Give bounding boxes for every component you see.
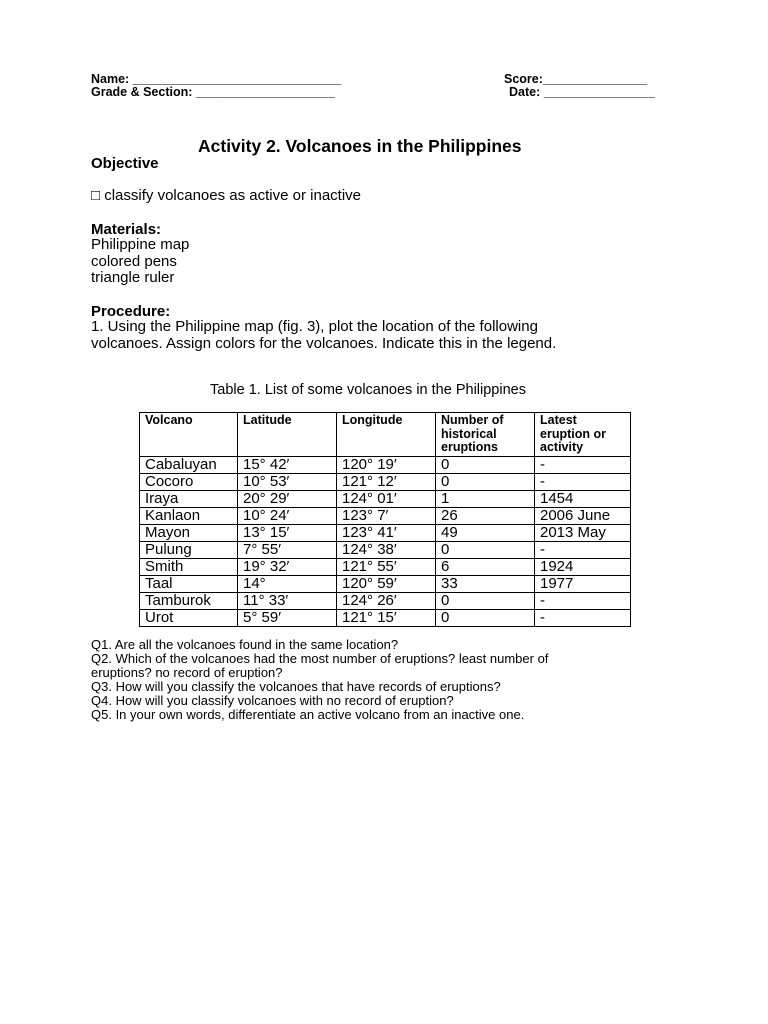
procedure-line: volcanoes. Assign colors for the volcanoes. Indicate this in the legend. xyxy=(91,335,557,352)
cell-latitude: 5° 59′ xyxy=(238,610,337,627)
table-row xyxy=(140,525,631,542)
cell-volcano: Kanlaon xyxy=(140,508,238,525)
cell-longitude: 121° 15′ xyxy=(337,610,436,627)
table-row xyxy=(140,474,631,491)
cell-eruptions: 0 xyxy=(436,474,535,491)
column-header: Latest eruption or activity xyxy=(535,413,631,457)
cell-latest: - xyxy=(535,593,631,610)
cell-latitude: 15° 42′ xyxy=(238,457,337,474)
cell-eruptions: 0 xyxy=(436,593,535,610)
cell-eruptions: 1 xyxy=(436,491,535,508)
cell-volcano: Urot xyxy=(140,610,238,627)
cell-latitude: 20° 29′ xyxy=(238,491,337,508)
cell-eruptions: 0 xyxy=(436,610,535,627)
materials-item: Philippine map xyxy=(91,236,190,253)
cell-eruptions: 33 xyxy=(436,576,535,593)
cell-latitude: 19° 32′ xyxy=(238,559,337,576)
table-row xyxy=(140,491,631,508)
table-row xyxy=(140,593,631,610)
date-field[interactable]: Date: ________________ xyxy=(509,85,655,99)
cell-latest: - xyxy=(535,457,631,474)
cell-volcano: Mayon xyxy=(140,525,238,542)
cell-latitude: 13° 15′ xyxy=(238,525,337,542)
cell-latest: 1454 xyxy=(535,491,631,508)
cell-latest: 1977 xyxy=(535,576,631,593)
cell-longitude: 120° 19′ xyxy=(337,457,436,474)
procedure-line: 1. Using the Philippine map (fig. 3), plot the location of the following xyxy=(91,318,538,335)
grade-section-field[interactable]: Grade & Section: ____________________ xyxy=(91,85,335,99)
cell-longitude: 121° 12′ xyxy=(337,474,436,491)
cell-longitude: 123° 7′ xyxy=(337,508,436,525)
table-row xyxy=(140,610,631,627)
materials-item: triangle ruler xyxy=(91,269,175,286)
objective-heading: Objective xyxy=(91,155,159,172)
score-field[interactable]: Score:_______________ xyxy=(504,72,648,86)
cell-latest: - xyxy=(535,542,631,559)
table-caption: Table 1. List of some volcanoes in the Philippines xyxy=(210,382,526,398)
cell-latest: - xyxy=(535,474,631,491)
column-header: Volcano xyxy=(140,413,238,457)
objective-item: □ classify volcanoes as active or inactive xyxy=(91,187,362,204)
cell-eruptions: 6 xyxy=(436,559,535,576)
name-field[interactable]: Name: ______________________________ xyxy=(91,72,342,86)
cell-latitude: 11° 33′ xyxy=(238,593,337,610)
cell-volcano: Tamburok xyxy=(140,593,238,610)
cell-volcano: Smith xyxy=(140,559,238,576)
cell-latest: 2006 June xyxy=(535,508,631,525)
cell-latitude: 7° 55′ xyxy=(238,542,337,559)
question-line: Q2. Which of the volcanoes had the most number of eruptions? least number of xyxy=(91,651,549,666)
cell-latest: 1924 xyxy=(535,559,631,576)
cell-volcano: Iraya xyxy=(140,491,238,508)
cell-eruptions: 49 xyxy=(436,525,535,542)
table-row xyxy=(140,457,631,474)
column-header: Number of historical eruptions xyxy=(436,413,535,457)
cell-eruptions: 0 xyxy=(436,457,535,474)
cell-longitude: 124° 38′ xyxy=(337,542,436,559)
cell-latitude: 14° xyxy=(238,576,337,593)
cell-longitude: 124° 26′ xyxy=(337,593,436,610)
materials-item: colored pens xyxy=(91,253,177,270)
cell-volcano: Cabaluyan xyxy=(140,457,238,474)
cell-latest: - xyxy=(535,610,631,627)
column-header: Latitude xyxy=(238,413,337,457)
procedure-heading: Procedure: xyxy=(91,303,171,320)
cell-longitude: 123° 41′ xyxy=(337,525,436,542)
page-title: Activity 2. Volcanoes in the Philippines xyxy=(198,136,522,156)
cell-longitude: 120° 59′ xyxy=(337,576,436,593)
cell-eruptions: 0 xyxy=(436,542,535,559)
question-line: Q1. Are all the volcanoes found in the same location? xyxy=(91,637,399,652)
table-row xyxy=(140,559,631,576)
cell-volcano: Pulung xyxy=(140,542,238,559)
cell-latest: 2013 May xyxy=(535,525,631,542)
table-row xyxy=(140,508,631,525)
volcano-table xyxy=(139,412,631,627)
cell-longitude: 124° 01′ xyxy=(337,491,436,508)
table-row xyxy=(140,542,631,559)
materials-heading: Materials: xyxy=(91,221,162,238)
cell-volcano: Cocoro xyxy=(140,474,238,491)
cell-latitude: 10° 24′ xyxy=(238,508,337,525)
cell-volcano: Taal xyxy=(140,576,238,593)
question-line: Q4. How will you classify volcanoes with no record of eruption? xyxy=(91,693,454,708)
cell-latitude: 10° 53′ xyxy=(238,474,337,491)
table-row xyxy=(140,576,631,593)
cell-eruptions: 26 xyxy=(436,508,535,525)
question-line: eruptions? no record of eruption? xyxy=(91,665,283,680)
question-line: Q5. In your own words, differentiate an active volcano from an inactive one. xyxy=(91,707,525,722)
question-line: Q3. How will you classify the volcanoes that have records of eruptions? xyxy=(91,679,501,694)
cell-longitude: 121° 55′ xyxy=(337,559,436,576)
table-header-row xyxy=(140,413,631,457)
column-header: Longitude xyxy=(337,413,436,457)
